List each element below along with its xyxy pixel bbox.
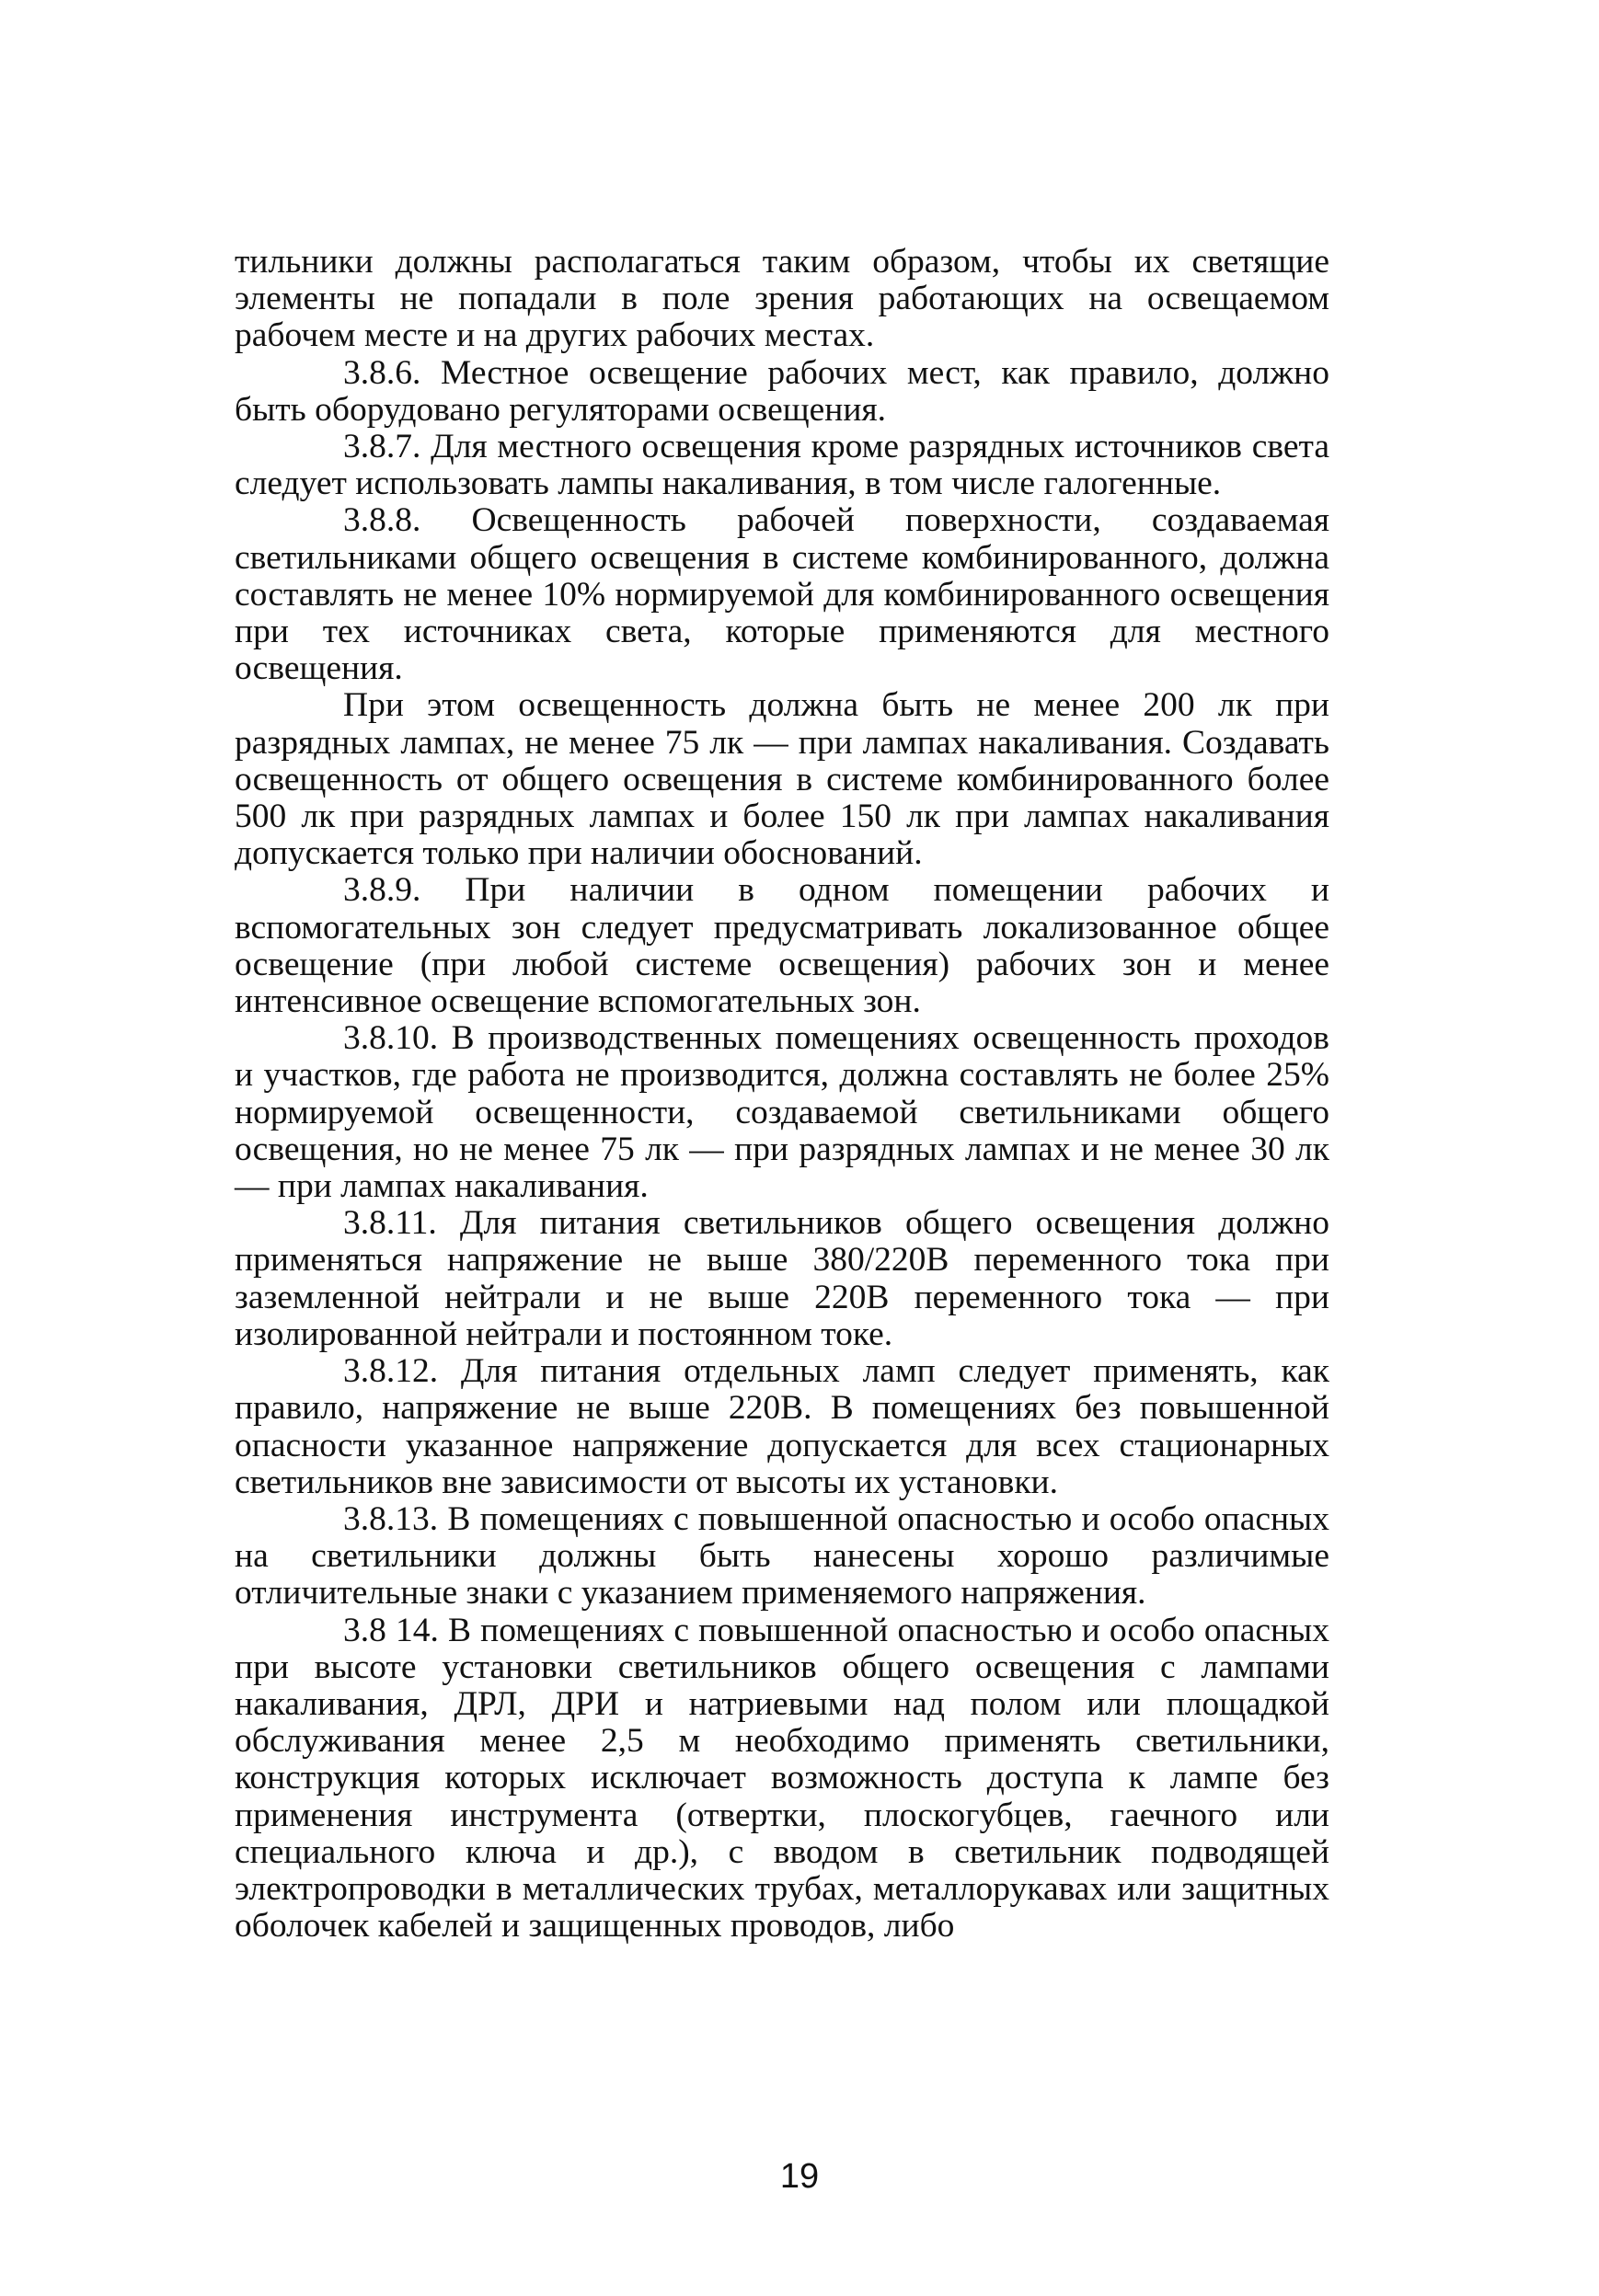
paragraph-3-8-8: 3.8.8. Освещенность рабочей поверхности, создаваемая светильниками общего освещения в системе комбинированного, должна составлять не менее 10% нормируемой для комбинированного освещения при тех источниках света, которые применяются для местного освещения. [235, 501, 1329, 688]
paragraph-3-8-7: 3.8.7. Для местного освещения кроме разрядных источников света следует использовать лампы накаливания, в том числе галогенные. [235, 428, 1329, 503]
paragraph-3-8-10: 3.8.10. В производственных помещениях освещенность проходов и участков, где работа не производится, должна составлять не более 25% нормируемой освещенности, создаваемой светильниками общего освещения, но не менее 75 лк — при разрядных лампах и не менее 30 лк — при лампах накаливания. [235, 1019, 1329, 1206]
paragraph-3-8-13: 3.8.13. В помещениях с повышенной опасностью и особо опасных на светильники должны быть нанесены хорошо различимые отличительные знаки с указанием применяемого напряжения. [235, 1499, 1329, 1613]
page-body [235, 244, 1329, 1945]
paragraph-continuation: тильники должны располагаться таким образом, чтобы их светящие элементы не попадали в поле зрения работающих на освещаемом рабочем месте и на других рабочих местах. [235, 243, 1329, 355]
page-number: 19 [779, 2157, 820, 2196]
paragraph-3-8-12: 3.8.12. Для питания отдельных ламп следует применять, как правило, напряжение не выше 220В. В помещениях без повышенной опасности указанное напряжение допускается для всех стационарных светильников вне зависимости от высоты их установки. [235, 1352, 1329, 1501]
paragraph-3-8-8-continued: При этом освещенность должна быть не менее 200 лк при разрядных лампах, не менее 75 лк — при лампах накаливания. Создавать освещенность от общего освещения в системе комбинированного более 500 лк при разрядных лампах и более 150 лк при лампах накаливания допускается только при наличии обоснований. [235, 686, 1329, 873]
paragraph-3-8-14: 3.8 14. В помещениях с повышенной опасностью и особо опасных при высоте установки светильников общего освещения с лампами накаливания, ДРЛ, ДРИ и натриевыми над полом или площадкой обслуживания менее 2,5 м необходимо применять светильники, конструкция которых исключает возможность доступа к лампе без применения инструмента (отвертки, плоскогубцев, гаечного или специального ключа и др.), с вводом в светильник подводящей электропроводки в металлических трубах, металлорукавах или защитных оболочек кабелей и защищенных проводов, либо [235, 1611, 1329, 1946]
paragraph-3-8-9: 3.8.9. При наличии в одном помещении рабочих и вспомогательных зон следует предусматривать локализованное общее освещение (при любой системе освещения) рабочих зон и менее интенсивное освещение вспомогательных зон. [235, 871, 1329, 1021]
paragraph-3-8-6: 3.8.6. Местное освещение рабочих мест, как правило, должно быть оборудовано регуляторами освещения. [235, 353, 1329, 429]
paragraph-3-8-11: 3.8.11. Для питания светильников общего освещения должно применяться напряжение не выше 380/220В переменного тока при заземленной нейтрали и не выше 220В переменного тока — при изолированной нейтрали и постоянном токе. [235, 1204, 1329, 1353]
